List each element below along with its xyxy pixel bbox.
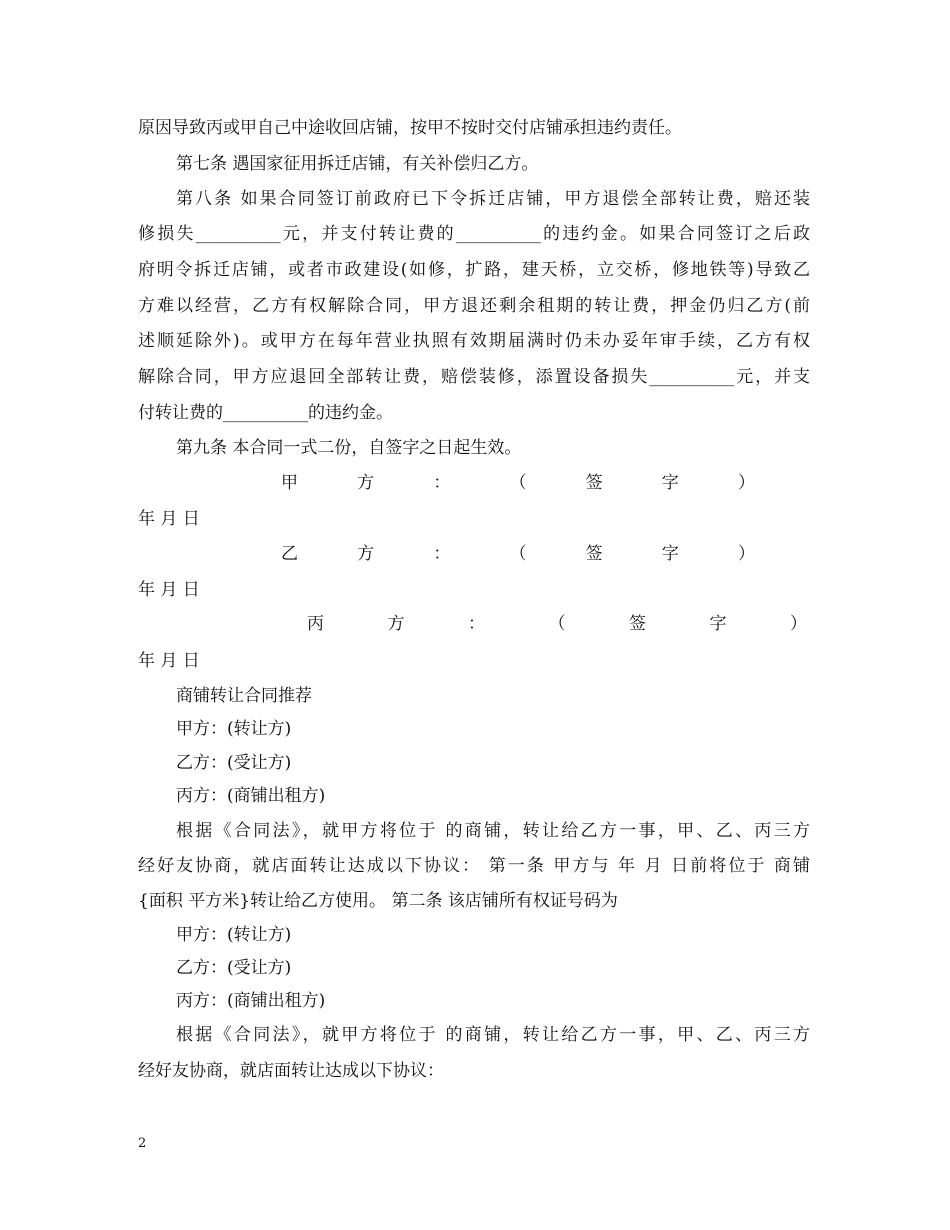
page-number: 2 xyxy=(138,1136,147,1151)
text-line: 经好友协商，就店面转让达成以下协议： 第一条 甲方与 年 月 日前将位于 商铺 xyxy=(138,856,810,876)
text-line: 述顺延除外)。或甲方在每年营业执照有效期届满时仍未办妥年审手续，乙方有权 xyxy=(138,331,810,351)
sig-char: 字 xyxy=(661,544,679,564)
sig-char: （ xyxy=(548,614,566,634)
text-line: 根据《合同法》，就甲方将位于 的商铺，转让给乙方一事，甲、乙、丙三方 xyxy=(176,1025,810,1045)
text-line: 付转让费的__________的违约金。 xyxy=(138,403,393,423)
sig-char: 方 xyxy=(357,544,375,564)
sig-char: 签 xyxy=(629,614,646,634)
sig-char: （ xyxy=(509,473,527,493)
signature-line-party-b xyxy=(281,543,755,566)
party-c-label: 丙方：(商铺出租方) xyxy=(176,991,326,1011)
text-line: 府明令拆迁店铺，或者市政建设(如修，扩路，建天桥，立交桥，修地铁等)导致乙 xyxy=(138,260,810,280)
sig-char: ： xyxy=(433,544,451,564)
party-c-label: 丙方：(商铺出租方) xyxy=(176,786,326,806)
sig-char: ） xyxy=(790,614,807,634)
party-b-label: 乙方：(受让方) xyxy=(176,753,292,773)
sig-char: 乙 xyxy=(281,544,298,564)
sig-char: 方 xyxy=(357,473,375,493)
sig-char: 甲 xyxy=(281,473,298,493)
text-line: {面积 平方米}转让给乙方使用。 第二条 该店铺所有权证号码为 xyxy=(138,891,618,911)
sig-char: ： xyxy=(468,614,485,634)
signature-line-party-a xyxy=(281,472,755,495)
clause-7: 第七条 遇国家征用拆迁店铺，有关补偿归乙方。 xyxy=(176,154,539,174)
sig-char: 字 xyxy=(661,473,679,493)
text-line: 经好友协商，就店面转让达成以下协议： xyxy=(138,1061,444,1081)
signature-date: 年 月 日 xyxy=(138,509,200,529)
sig-char: 签 xyxy=(585,473,603,493)
sig-char: 丙 xyxy=(307,614,324,634)
sig-char: 方 xyxy=(387,614,405,634)
party-a-label: 甲方：(转让方) xyxy=(176,925,292,945)
text-line: 修损失__________元，并支付转让费的__________的违约金。如果合同签订之后政 xyxy=(138,224,810,244)
party-a-label: 甲方：(转让方) xyxy=(176,719,292,739)
sig-char: （ xyxy=(509,544,527,564)
text-line: 方难以经营，乙方有权解除合同，甲方退还剩余租期的转让费，押金仍归乙方(前 xyxy=(138,296,810,316)
clause-8: 第八条 如果合同签订前政府已下令拆迁店铺，甲方退偿全部转让费，赔还装 xyxy=(176,189,810,209)
sig-char: 签 xyxy=(585,544,603,564)
sig-char: ） xyxy=(737,473,755,493)
sig-char: 字 xyxy=(709,614,727,634)
sig-char: ： xyxy=(433,473,451,493)
clause-9: 第九条 本合同一式二份，自签字之日起生效。 xyxy=(176,438,522,458)
signature-line-party-c xyxy=(307,613,807,636)
party-b-label: 乙方：(受让方) xyxy=(176,958,292,978)
signature-date: 年 月 日 xyxy=(138,651,200,671)
sig-char: ） xyxy=(737,544,755,564)
text-line: 解除合同，甲方应退回全部转让费，赔偿装修，添置设备损失__________元，并支 xyxy=(138,367,810,387)
section-heading: 商铺转让合同推荐 xyxy=(176,686,312,706)
signature-date: 年 月 日 xyxy=(138,580,200,600)
text-line: 根据《合同法》，就甲方将位于 的商铺，转让给乙方一事，甲、乙、丙三方 xyxy=(176,821,810,841)
text-line: 原因导致丙或甲自己中途收回店铺，按甲不按时交付店铺承担违约责任。 xyxy=(138,118,682,138)
